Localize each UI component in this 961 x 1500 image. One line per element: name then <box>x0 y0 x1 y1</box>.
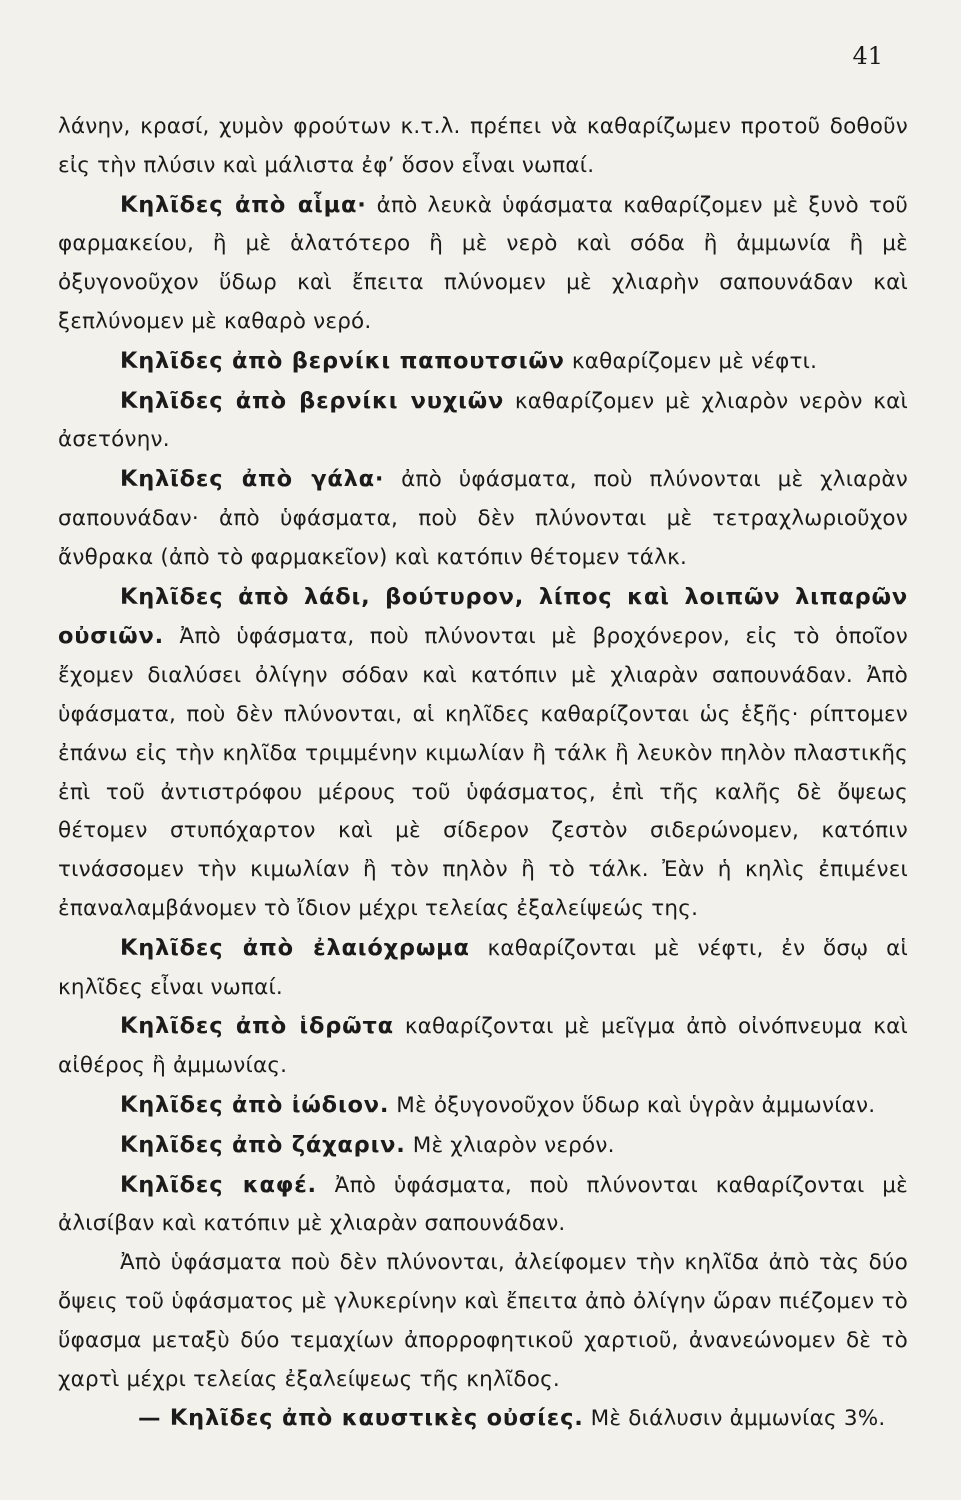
paragraph-heading: Κηλῖδες ἀπὸ λάδι, βούτυρον, λίπος καὶ λοιπῶν λιπαρῶν οὐσιῶν. <box>58 583 908 650</box>
paragraph-heading: Κηλῖδες ἀπὸ βερνίκι παπουτσιῶν <box>120 347 565 374</box>
paragraph-text: Ἀπὸ ὑφάσματα, ποὺ πλύνονται καθαρίζονται μὲ ἀλισίβαν καὶ κατόπιν μὲ χλιαρὰν σαπουνάδαν. <box>58 1172 908 1237</box>
paragraph-text: καθαρίζονται μὲ νέφτι, ἐν ὅσῳ αἱ κηλῖδες εἶναι νωπαί. <box>58 935 908 1000</box>
paragraph <box>58 929 908 1008</box>
paragraph-text: Μὲ ὀξυγονοῦχον ὕδωρ καὶ ὑγρὰν ἀμμωνίαν. <box>396 1092 876 1118</box>
paragraph <box>58 1399 908 1439</box>
paragraph <box>58 1166 908 1245</box>
paragraph-heading: Κηλῖδες ἀπὸ ἱδρῶτα <box>120 1013 394 1040</box>
paragraph-text: ἀπὸ ὑφάσματα, ποὺ πλύνονται μὲ χλιαρὰν σαπουνάδαν· ἀπὸ ὑφάσματα, ποὺ δὲν πλύνονται μὲ τετραχλωριοῦχον ἄνθρακα (ἀπὸ τὸ φαρμακεῖον) καὶ κατόπιν θέτομεν τάλκ. <box>58 467 908 570</box>
paragraph-text: Μὲ διάλυσιν ἀμμωνίας 3%. <box>590 1406 886 1432</box>
page-number: 41 <box>852 42 883 70</box>
paragraph-text: καθαρίζομεν μὲ νέφτι. <box>571 348 818 374</box>
paragraph-text: Ἀπὸ ὑφάσματα ποὺ δὲν πλύνονται, ἀλείφομεν τὴν κηλῖδα ἀπὸ τὰς δύο ὄψεις τοῦ ὑφάσματος μὲ γλυκερίνην καὶ ἔπειτα ἀπὸ ὀλίγην ὥραν πιέζομεν τὸ ὕφασμα μεταξὺ δύο τεμαχίων ἀπορροφητικοῦ χαρτιοῦ, ἀνανεώνομεν δὲ τὸ χαρτὶ μέχρι τελείας ἐξαλείψεως τῆς κηλῖδος. <box>58 1250 908 1392</box>
paragraph <box>58 1126 908 1166</box>
paragraph-heading: Κηλῖδες ἀπὸ βερνίκι νυχιῶν <box>120 387 505 414</box>
paragraph-text: λάνην, κρασί, χυμὸν φρούτων κ.τ.λ. πρέπει νὰ καθαρίζωμεν προτοῦ δοθοῦν εἰς τὴν πλύσιν καὶ μάλιστα ἐφ’ ὅσον εἶναι νωπαί. <box>58 114 908 178</box>
paragraph <box>58 382 908 461</box>
paragraph <box>58 186 908 342</box>
paragraph-heading: Κηλῖδες ἀπὸ αἷμα· <box>120 191 367 218</box>
paragraph-heading: — Κηλῖδες ἀπὸ καυστικὲς οὐσίες. <box>138 1405 584 1432</box>
paragraph <box>58 1244 908 1399</box>
paragraph <box>58 1007 908 1086</box>
paragraph-heading: Κηλῖδες καφέ. <box>120 1171 317 1198</box>
paragraph <box>58 342 908 382</box>
paragraph <box>58 578 908 929</box>
paragraph <box>58 460 908 577</box>
paragraph-text: Μὲ χλιαρὸν νερόν. <box>412 1132 615 1158</box>
paragraph-heading: Κηλῖδες ἀπὸ ἐλαιόχρωμα <box>120 934 470 961</box>
paragraph-heading: Κηλῖδες ἀπὸ γάλα· <box>120 466 385 493</box>
page-text <box>58 108 908 1439</box>
paragraph-text: καθαρίζονται μὲ μεῖγμα ἀπὸ οἰνόπνευμα καὶ αἰθέρος ἢ ἀμμωνίας. <box>58 1014 908 1079</box>
paragraph-heading: Κηλῖδες ἀπὸ ζάχαριν. <box>120 1131 406 1158</box>
paragraph-text: καθαρίζομεν μὲ χλιαρὸν νερὸν καὶ ἀσετόνην. <box>58 388 908 453</box>
paragraph-heading: Κηλῖδες ἀπὸ ἰώδιον. <box>120 1091 390 1118</box>
paragraph <box>58 108 908 186</box>
paragraph-text: Ἀπὸ ὑφάσματα, ποὺ πλύνονται μὲ βροχόνερον, εἰς τὸ ὁποῖον ἔχομεν διαλύσει ὀλίγην σόδαν καὶ κατόπιν μὲ χλιαρὰν σαπουνάδαν. Ἀπὸ ὑφάσματα, ποὺ δὲν πλύνονται, αἱ κηλῖδες καθαρίζονται ὡς ἑξῆς· ρίπτομεν ἐπάνω εἰς τὴν κηλῖδα τριμμένην κιμωλίαν ἢ τάλκ ἢ λευκὸν πηλὸν πλαστικῆς ἐπὶ τοῦ ἀντιστρόφου μέρους τοῦ ὑφάσματος, ἐπὶ τῆς καλῆς δὲ ὄψεως θέτομεν στυπόχαρτον καὶ μὲ σίδερον ζεστὸν σιδερώνομεν, κατόπιν τινάσσομεν τὴν κιμωλίαν ἢ τὸν πηλὸν ἢ τὸ τάλκ. Ἐὰν ἡ κηλὶς ἐπιμένει ἐπαναλαμβάνομεν τὸ ἴδιον μέχρι τελείας ἐξαλείψεώς της. <box>58 624 908 921</box>
paragraph-text: ἀπὸ λευκὰ ὑφάσματα καθαρίζομεν μὲ ξυνὸ τοῦ φαρμακείου, ἢ μὲ ἁλατότερο ἢ μὲ νερὸ καὶ σόδα ἢ ἀμμωνία ἢ μὲ ὀξυγονοῦχον ὕδωρ καὶ ἔπειτα πλύνομεν μὲ χλιαρὴν σαπουνάδαν καὶ ξεπλύνομεν μὲ καθαρὸ νερό. <box>58 192 908 334</box>
paragraph <box>58 1086 908 1126</box>
